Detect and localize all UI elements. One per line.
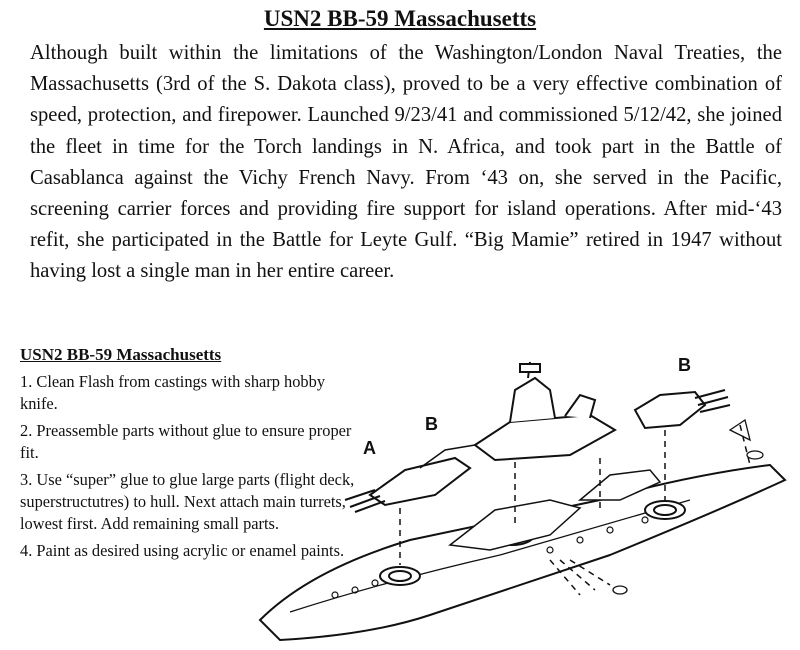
funnel — [565, 395, 595, 418]
hull-outline — [260, 465, 785, 640]
battleship-assembly-diagram — [250, 350, 800, 646]
instructions-heading: USN2 BB-59 Massachusetts — [20, 345, 222, 364]
callout-label-b-aft: B — [678, 355, 691, 375]
page-title: USN2 BB-59 Massachusetts — [263, 6, 537, 31]
turret-a-part — [370, 458, 470, 505]
callout-label-b-forward: B — [425, 414, 438, 434]
assembly-step: 4. Paint as desired using acrylic or enamel paints. — [20, 541, 345, 560]
turret-ring-a — [380, 567, 420, 585]
assembly-step: 3. Use “super” glue to glue large parts (flight deck, superstructutres) to hull. Next attach main turrets, lowest first. Add remaining small parts. — [20, 470, 355, 533]
turret-ring-b — [645, 501, 685, 519]
bridge-tower — [510, 378, 555, 422]
turret-b-part — [635, 392, 705, 428]
history-paragraph: Although built within the limitations of the Washington/London Naval Treaties, the Massachusetts (3rd of the S. Dakota class), proved to be a very effective combination of speed, protection, and firepower. Launched 9/23/41 and commissioned 5/12/42, she joined the fleet in time for the Torch landings in N. Africa, and took part in the Battle of Casablanca against the Vichy French Navy. From ‘43 on, she served in the Pacific, screening carrier forces and providing fire support for island operations. After mid-‘43 refit, she participated in the Battle for Leyte Gulf. “Big Mamie” retired in 1947 without having lost a single man in her entire career. — [30, 42, 782, 283]
assembly-step: 1. Clean Flash from castings with sharp hobby knife. — [20, 372, 326, 413]
superstructure-part — [475, 415, 615, 460]
ship-line-drawing — [250, 350, 800, 646]
assembly-step: 2. Preassemble parts without glue to ensure proper fit. — [20, 421, 352, 462]
callout-label-a: A — [363, 438, 376, 458]
